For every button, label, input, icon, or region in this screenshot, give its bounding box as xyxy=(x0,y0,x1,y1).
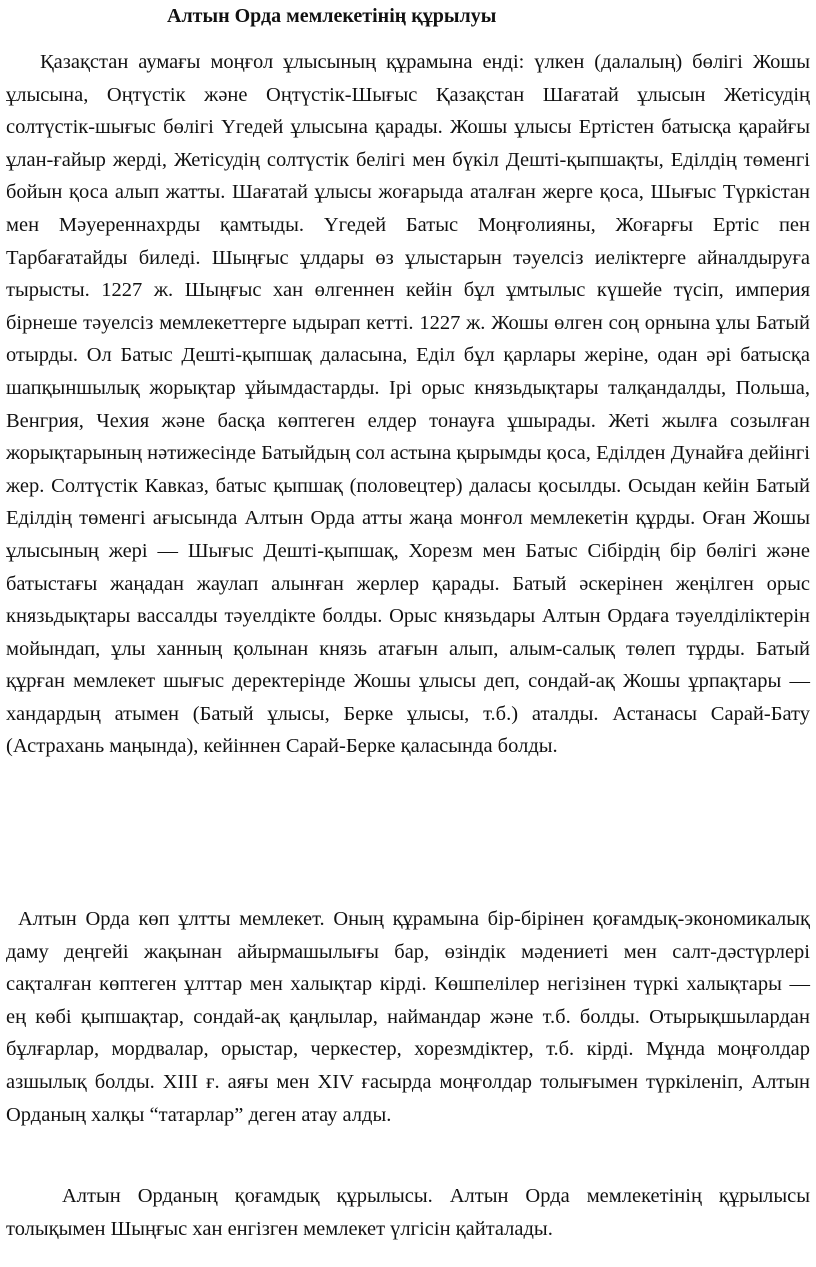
paragraph-social-structure: Алтын Орданың қоғамдық құрылысы. Алтын Орда мемлекетінің құрылысы толықымен Шыңғыс хан енгізген мемлекет үлгісін қайталады. xyxy=(6,1185,810,1240)
document-title: Алтын Орда мемлекетінің құрылуы xyxy=(167,5,497,27)
paragraph-ulus-formation: Қазақстан аумағы моңғол ұлысының құрамына енді: үлкен (далалың) бөлігі Жошы ұлысына, Оңтүстік және Оңтүстік-Шығыс Қазақстан Шағатай ұлысын Жетісудің солтүстік-шығыс бөлігі Үгедей ұлысына қарады. Жошы ұлысы Ертістен батысқа қарайғы ұлан-ғайыр жерді, Жетісудің солтүстік белігі мен бүкіл Дешті-қыпшақты, Еділдің төменгі бойын қоса алып жатты. Шағатай ұлысы жоғарыда аталған жерге қоса, Шығыс Түркістан мен Мәуереннахрды қамтыды. Үгедей Батыс Моңғолияны, Жоғарғы Ертіс пен Тарбағатайды биледі. Шыңғыс ұлдары өз ұлыстарын тәуелсіз иеліктерге айналдыруға тырысты. 1227 ж. Шыңғыс хан өлгеннен кейін бұл ұмтылыс күшейе түсіп, империя бірнеше тәуелсіз мемлекеттерге ыдырап кетті. 1227 ж. Жошы өлген соң орнына ұлы Батый отырды. Ол Батыс Дешті-қыпшақ даласына, Еділ бұл қарлары жеріне, одан әрі батысқа шапқыншылық жорықтар ұйымдастарды. Ірі орыс князьдықтары талқандалды, Польша, Венгрия, Чехия және басқа көптеген елдер тонауға ұшырады. Жеті жылға созылған жорықтарының нәтижесінде Батыйдың сол астына қырымды қоса, Еділден Дунайға дейінгі жер. Солтүстік Кавказ, батыс қыпшақ (половецтер) даласы қосылды. Осыдан кейін Батый Еділдің төменгі ағысында Алтын Орда атты жаңа монғол мемлекетін құрды. Оған Жошы ұлысының жері — Шығыс Дешті-қыпшақ, Хорезм мен Батыс Сібірдің бір бөлігі және батыстағы жаңадан жаулап алынған жерлер қарады. Батый әскерінен жеңілген орыс князьдықтары вассалды тәуелдікте болды. Орыс князьдары Алтын Ордаға тәуелділіктерін мойындап, ұлы ханның қолынан князь атағын алып, алым-салық төлеп тұрды. Батый құрған мемлекет шығыс деректерінде Жошы ұлысы деп, сондай-ақ Жошы ұрпақтары — хандардың атымен (Батый ұлысы, Берке ұлысы, т.б.) аталды. Астанасы Сарай-Бату (Астрахань маңында), кейіннен Сарай-Берке қаласында болды. xyxy=(6,51,810,758)
paragraph-multinational-state: Алтын Орда көп ұлтты мемлекет. Оның құрамына бір-бірінен қоғамдық-экономикалық даму деңгейі жақынан айырмашылығы бар, өзіндік мәдениеті мен салт-дәстүрлері сақталған көптеген ұлттар мен халықтар кірді. Көшпелілер негізінен түркі халықтары — ең көбі қыпшақтар, сондай-ақ қаңлылар, наймандар және т.б. болды. Отырықшылардан бұлғарлар, мордвалар, орыстар, черкестер, хорезмдіктер, т.б. кірді. Мұнда моңғолдар азшылық болды. XIII ғ. аяғы мен XIV ғасырда моңғолдар толығымен түркіленіп, Алтын Орданың халқы “татарлар” деген атау алды. xyxy=(6,908,810,1126)
